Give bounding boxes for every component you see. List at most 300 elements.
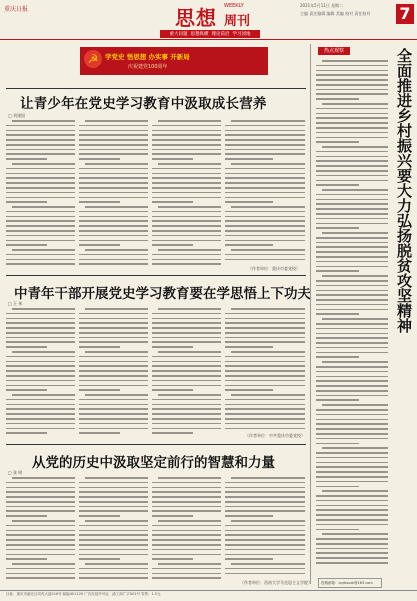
text-line xyxy=(85,351,148,353)
text-line xyxy=(316,519,388,521)
text-line xyxy=(12,249,75,251)
text-line xyxy=(152,510,221,512)
text-line xyxy=(225,149,305,151)
text-line xyxy=(225,201,273,203)
text-line xyxy=(225,365,305,367)
text-line xyxy=(316,323,388,325)
text-line xyxy=(6,408,75,410)
text-line xyxy=(152,220,221,222)
text-line xyxy=(316,117,388,119)
text-line xyxy=(225,332,305,334)
text-line xyxy=(6,211,75,213)
text-line xyxy=(225,216,305,218)
text-line xyxy=(152,149,221,151)
article-2-col-1 xyxy=(6,308,75,438)
text-line xyxy=(152,408,221,410)
text-line xyxy=(152,432,193,434)
text-line xyxy=(158,308,221,310)
text-line xyxy=(225,318,305,320)
text-line xyxy=(231,120,305,122)
text-line xyxy=(225,230,305,232)
text-line xyxy=(231,520,305,522)
text-line xyxy=(12,520,75,522)
text-line xyxy=(316,108,388,110)
text-line xyxy=(6,370,75,372)
vertical-headline: 全面推进乡村振兴要大力弘扬脱贫攻坚精神 xyxy=(395,48,413,333)
text-line xyxy=(322,103,388,105)
text-line xyxy=(316,337,388,339)
text-line xyxy=(316,313,359,315)
text-line xyxy=(316,184,359,186)
article-1-headline: 让青少年在党史学习教育中汲取成长营养 xyxy=(20,96,267,112)
text-line xyxy=(79,337,148,339)
text-line xyxy=(152,554,221,556)
text-line xyxy=(79,235,148,237)
text-line xyxy=(316,156,388,158)
party-emblem-icon: ☭ xyxy=(84,50,102,68)
text-line xyxy=(158,249,221,251)
paper-name: 重庆日报 xyxy=(4,6,29,13)
text-line xyxy=(225,327,305,329)
text-line xyxy=(316,170,388,172)
divider xyxy=(6,88,306,89)
text-line xyxy=(316,552,388,554)
article-1-caption: （作者单位：重庆市委党校） xyxy=(248,266,300,271)
text-line xyxy=(79,187,148,189)
text-line xyxy=(79,244,120,246)
text-line xyxy=(85,563,148,565)
text-line xyxy=(322,232,388,234)
text-line xyxy=(152,544,221,546)
text-line xyxy=(6,182,75,184)
text-line xyxy=(79,413,148,415)
text-line xyxy=(79,341,148,343)
text-line xyxy=(225,139,305,141)
text-line xyxy=(225,125,305,127)
text-line xyxy=(316,256,388,258)
text-line xyxy=(79,482,148,484)
text-line xyxy=(6,496,75,498)
text-line xyxy=(225,244,273,246)
article-2-caption: （作者单位：中共重庆市委党校） xyxy=(245,433,305,438)
text-line xyxy=(6,568,75,570)
text-line xyxy=(316,84,388,86)
text-line xyxy=(152,549,221,551)
banner-anniversary: 庆祝建党100周年 xyxy=(128,64,168,70)
text-line xyxy=(316,352,388,354)
text-line xyxy=(316,342,388,344)
text-line xyxy=(6,346,47,348)
text-line xyxy=(316,246,388,248)
text-line xyxy=(322,490,388,492)
text-line xyxy=(152,496,221,498)
text-line xyxy=(85,163,148,165)
text-line xyxy=(316,376,388,378)
text-line xyxy=(152,399,221,401)
text-line xyxy=(6,573,75,575)
text-line xyxy=(225,423,305,425)
text-line xyxy=(6,197,75,199)
text-line xyxy=(225,211,305,213)
text-line xyxy=(152,361,221,363)
nav-item[interactable]: 思想纵横 xyxy=(190,32,209,37)
text-line xyxy=(225,356,305,358)
text-line xyxy=(152,240,221,242)
text-line xyxy=(152,530,221,532)
text-line xyxy=(6,534,75,536)
article-2-byline: □ 王 伟 xyxy=(8,301,23,306)
text-line xyxy=(225,346,273,348)
text-line xyxy=(6,263,75,265)
text-line xyxy=(316,194,388,196)
text-line xyxy=(152,501,221,503)
text-line xyxy=(6,418,75,420)
text-line xyxy=(6,356,75,358)
text-line xyxy=(12,563,75,565)
text-line xyxy=(152,263,221,265)
text-line xyxy=(225,322,305,324)
text-line xyxy=(225,240,305,242)
text-line xyxy=(225,418,305,420)
text-line xyxy=(225,539,305,541)
text-line xyxy=(85,120,148,122)
text-line xyxy=(79,573,148,575)
text-line xyxy=(152,418,221,420)
text-line xyxy=(225,153,305,155)
text-line xyxy=(6,235,75,237)
text-line xyxy=(225,361,305,363)
text-line xyxy=(12,120,75,122)
text-line xyxy=(322,318,388,320)
text-line xyxy=(79,346,120,348)
text-line xyxy=(225,501,305,503)
text-line xyxy=(231,351,305,353)
text-line xyxy=(79,577,148,579)
text-line xyxy=(85,394,148,396)
text-line xyxy=(79,197,148,199)
text-line xyxy=(152,187,221,189)
text-line xyxy=(6,332,75,334)
text-line xyxy=(79,125,148,127)
text-line xyxy=(152,134,221,136)
masthead-title: 思想 xyxy=(175,6,217,30)
article-3-headline: 从党的历史中汲取坚定前行的智慧和力量 xyxy=(32,455,275,471)
text-line xyxy=(316,428,388,430)
article-2-col-3 xyxy=(152,308,221,438)
text-line xyxy=(316,548,388,550)
text-line xyxy=(152,177,221,179)
text-line xyxy=(152,211,221,213)
text-line xyxy=(231,249,305,251)
date-line: 2021年5月11日 星期二 xyxy=(300,3,344,8)
text-line xyxy=(152,577,221,579)
text-line xyxy=(79,356,148,358)
text-line xyxy=(152,235,221,237)
text-line xyxy=(79,385,148,387)
text-line xyxy=(79,370,148,372)
text-line xyxy=(225,534,305,536)
text-line xyxy=(316,419,388,421)
text-line xyxy=(79,139,148,141)
page-number: 7 xyxy=(396,4,414,24)
text-line xyxy=(316,199,388,201)
text-line xyxy=(225,385,305,387)
text-line xyxy=(316,333,388,335)
text-line xyxy=(6,375,75,377)
text-line xyxy=(79,534,148,536)
text-line xyxy=(79,432,120,434)
text-line xyxy=(6,380,75,382)
text-line xyxy=(6,413,75,415)
text-line xyxy=(6,554,75,556)
text-line xyxy=(152,385,221,387)
text-line xyxy=(225,375,305,377)
text-line xyxy=(225,428,305,430)
text-line xyxy=(225,510,305,512)
article-2-col-4 xyxy=(225,308,305,433)
text-line xyxy=(322,60,388,62)
text-line xyxy=(316,476,388,478)
weekly-label: WEEKLY xyxy=(224,3,244,9)
text-line xyxy=(225,144,305,146)
text-line xyxy=(152,568,221,570)
text-line xyxy=(316,65,388,67)
text-line xyxy=(79,380,148,382)
text-line xyxy=(79,549,148,551)
text-line xyxy=(79,153,148,155)
text-line xyxy=(225,235,305,237)
text-line xyxy=(152,341,221,343)
text-line xyxy=(316,160,388,162)
text-line xyxy=(6,225,75,227)
text-line xyxy=(6,192,75,194)
text-line xyxy=(12,477,75,479)
text-line xyxy=(316,443,359,445)
text-line xyxy=(6,125,75,127)
text-line xyxy=(316,380,388,382)
text-line xyxy=(152,216,221,218)
text-line xyxy=(6,428,75,430)
text-line xyxy=(6,432,47,434)
column-divider xyxy=(310,44,311,584)
text-line xyxy=(6,558,47,560)
text-line xyxy=(316,89,388,91)
text-line xyxy=(79,525,148,527)
text-line xyxy=(316,309,388,311)
text-line xyxy=(79,501,148,503)
text-line xyxy=(316,74,388,76)
text-line xyxy=(79,506,148,508)
text-line xyxy=(79,263,148,265)
text-line xyxy=(6,544,75,546)
text-line xyxy=(225,482,305,484)
text-line xyxy=(316,208,388,210)
text-line xyxy=(316,113,388,115)
text-line xyxy=(6,506,75,508)
text-line xyxy=(225,380,305,382)
text-line xyxy=(79,418,148,420)
text-line xyxy=(316,132,388,134)
text-line xyxy=(79,216,148,218)
text-line xyxy=(158,351,221,353)
text-line xyxy=(316,509,388,511)
text-line xyxy=(225,491,305,493)
text-line xyxy=(316,371,388,373)
text-line xyxy=(6,173,75,175)
text-line xyxy=(322,447,388,449)
article-2-headline: 中青年干部开展党史学习教育要在学思悟上下功夫 xyxy=(14,286,311,302)
text-line xyxy=(316,180,388,182)
text-line xyxy=(6,153,75,155)
text-line xyxy=(6,318,75,320)
text-line xyxy=(152,515,193,517)
text-line xyxy=(85,520,148,522)
text-line xyxy=(6,230,75,232)
nav-item[interactable]: 学习园地 xyxy=(232,32,251,37)
text-line xyxy=(152,539,221,541)
text-line xyxy=(79,230,148,232)
text-line xyxy=(6,501,75,503)
text-line xyxy=(12,163,75,165)
article-2-col-2 xyxy=(79,308,148,438)
text-line xyxy=(225,134,305,136)
text-line xyxy=(79,313,148,315)
text-line xyxy=(316,505,388,507)
article-3-caption: （作者单位：西南大学马克思主义学院） xyxy=(240,580,312,585)
text-line xyxy=(316,390,388,392)
text-line xyxy=(231,477,305,479)
text-line xyxy=(6,385,75,387)
text-line xyxy=(316,471,388,473)
text-line xyxy=(231,563,305,565)
text-line xyxy=(158,477,221,479)
text-line xyxy=(322,275,388,277)
text-line xyxy=(152,259,221,261)
divider xyxy=(6,444,306,445)
text-line xyxy=(316,266,388,268)
banner-slogan: 学党史 悟思想 办实事 开新局 xyxy=(105,53,190,61)
text-line xyxy=(152,144,221,146)
text-line xyxy=(152,182,221,184)
text-line xyxy=(225,225,305,227)
text-line xyxy=(225,568,305,570)
text-line xyxy=(152,534,221,536)
text-line xyxy=(152,168,221,170)
text-line xyxy=(6,399,75,401)
text-line xyxy=(79,130,148,132)
text-line xyxy=(6,130,75,132)
text-line xyxy=(316,557,388,559)
article-3-col-2 xyxy=(79,477,148,585)
text-line xyxy=(158,163,221,165)
text-line xyxy=(152,558,193,560)
text-line xyxy=(316,414,388,416)
text-line xyxy=(12,351,75,353)
text-line xyxy=(316,524,388,526)
text-line xyxy=(225,487,305,489)
nav-item[interactable]: 重大问题 xyxy=(169,32,188,37)
text-line xyxy=(316,366,388,368)
text-line xyxy=(225,554,305,556)
text-line xyxy=(152,337,221,339)
text-line xyxy=(316,399,359,401)
text-line xyxy=(316,213,388,215)
text-line xyxy=(152,487,221,489)
text-line xyxy=(316,514,388,516)
text-line xyxy=(152,365,221,367)
text-line xyxy=(225,558,273,560)
text-line xyxy=(316,93,388,95)
text-line xyxy=(225,399,305,401)
text-line xyxy=(158,394,221,396)
text-line xyxy=(79,491,148,493)
text-line xyxy=(316,538,388,540)
text-line xyxy=(316,280,388,282)
text-line xyxy=(152,327,221,329)
text-line xyxy=(225,544,305,546)
text-line xyxy=(79,496,148,498)
text-line xyxy=(79,404,148,406)
text-line xyxy=(79,134,148,136)
text-line xyxy=(6,482,75,484)
text-line xyxy=(225,389,273,391)
text-line xyxy=(231,163,305,165)
text-line xyxy=(225,370,305,372)
text-line xyxy=(316,433,388,435)
text-line xyxy=(225,496,305,498)
divider xyxy=(6,275,306,276)
text-line xyxy=(79,544,148,546)
text-line xyxy=(79,554,148,556)
text-line xyxy=(79,510,148,512)
text-line xyxy=(316,562,388,564)
section-tab: 热点观察 xyxy=(318,47,350,55)
text-line xyxy=(322,533,388,535)
nav-item[interactable]: 理论前沿 xyxy=(211,32,230,37)
text-line xyxy=(79,158,120,160)
text-line xyxy=(6,177,75,179)
text-line xyxy=(6,539,75,541)
text-line xyxy=(316,452,388,454)
text-line xyxy=(225,182,305,184)
text-line xyxy=(79,182,148,184)
text-line xyxy=(231,206,305,208)
text-line xyxy=(225,177,305,179)
text-line xyxy=(6,313,75,315)
text-line xyxy=(6,220,75,222)
text-line xyxy=(12,394,75,396)
text-line xyxy=(6,201,47,203)
text-line xyxy=(316,261,388,263)
text-line xyxy=(79,322,148,324)
text-line xyxy=(316,543,388,545)
text-line xyxy=(79,361,148,363)
text-line xyxy=(6,244,47,246)
text-line xyxy=(225,515,273,517)
right-article-body xyxy=(316,60,388,572)
text-line xyxy=(152,197,221,199)
text-line xyxy=(152,375,221,377)
text-line xyxy=(152,525,221,527)
article-3-col-1 xyxy=(6,477,75,585)
article-3-col-4 xyxy=(225,477,305,579)
text-line xyxy=(6,259,75,261)
text-line xyxy=(79,530,148,532)
text-line xyxy=(316,462,388,464)
text-line xyxy=(316,151,388,153)
text-line xyxy=(316,218,388,220)
text-line xyxy=(6,168,75,170)
